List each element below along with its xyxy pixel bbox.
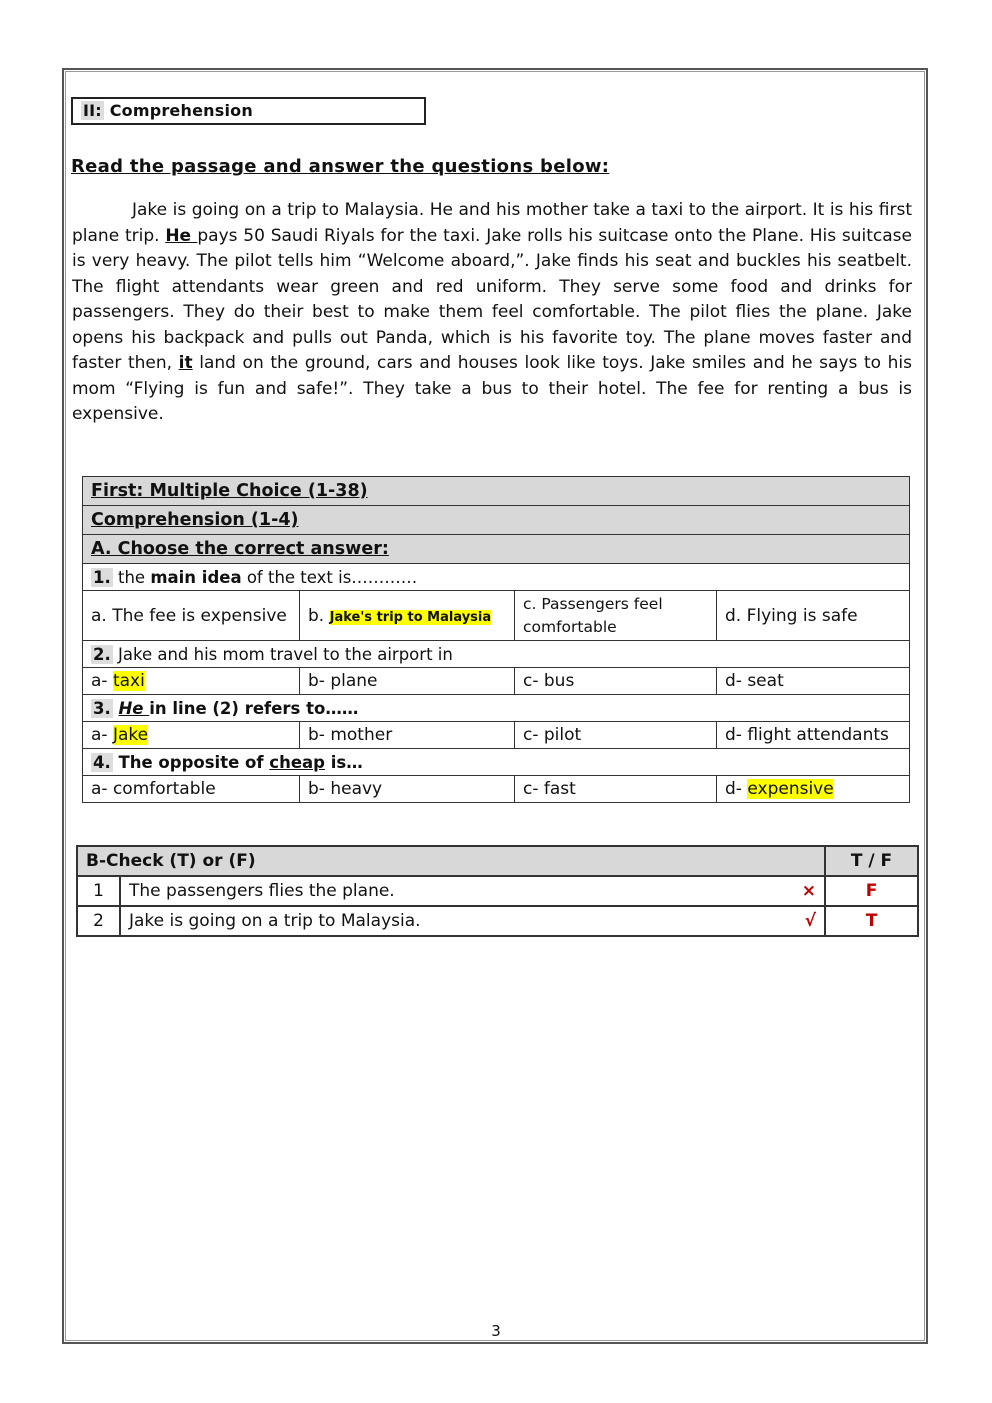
- q2-a-prefix: a-: [91, 671, 113, 691]
- table-row: [77, 876, 918, 906]
- tf-header-col: T / F: [825, 846, 918, 876]
- mc-header-2: Comprehension (1-4): [83, 506, 910, 535]
- table-row: [77, 906, 918, 936]
- passage-part-1: Jake is going on a trip to Malaysia. He and his mother take a taxi to the airport. It is his first plane trip.: [72, 200, 912, 246]
- section-title: Comprehension: [109, 101, 253, 120]
- q4-cheap: cheap: [269, 752, 325, 772]
- q3-option-b: b- mother: [300, 722, 515, 749]
- passage-part-2: pays 50 Saudi Riyals for the taxi. Jake rolls his suitcase onto the Plane. His suitcase is very heavy. The pilot tells him “Welcome aboard,”. Jake finds his seat and buckles his seatbelt. The flight attendants wear green and red uniform. They serve some food and drinks for passengers. They do their best to make them feel comfortable. The pilot flies the plane. Jake opens his backpack and pulls out Panda, which is his favorite toy. The plane moves faster and faster then,: [72, 225, 912, 373]
- tf-statement: [120, 906, 825, 936]
- tf-answer: T: [825, 906, 918, 936]
- question-number: 2.: [93, 644, 111, 664]
- q4-option-d: [717, 776, 910, 803]
- q1-bold: main idea: [150, 567, 242, 587]
- passage-he: He: [165, 225, 198, 246]
- tf-answer: F: [825, 876, 918, 906]
- q1-option-d: d. Flying is safe: [717, 591, 910, 641]
- q3-option-c: c- pilot: [515, 722, 717, 749]
- question-3: [83, 695, 910, 722]
- q3-option-d: d- flight attendants: [717, 722, 910, 749]
- q2-option-b: b- plane: [300, 668, 515, 695]
- q2-option-d: d- seat: [717, 668, 910, 695]
- q3-option-a: [83, 722, 300, 749]
- q2-a-answer: taxi: [112, 671, 145, 691]
- mc-header-3: A. Choose the correct answer:: [83, 535, 910, 564]
- passage-it: it: [178, 353, 193, 373]
- q1-post: of the text is…………: [241, 567, 418, 587]
- q1-b-answer: Jake's trip to Malaysia: [329, 609, 492, 625]
- passage: [72, 198, 912, 428]
- q1-option-b: [300, 591, 515, 641]
- q3-he: He: [118, 698, 150, 718]
- instruction: Read the passage and answer the questions below:: [71, 156, 610, 177]
- tf-row-number: 2: [77, 906, 120, 936]
- q2-option-a: [83, 668, 300, 695]
- q4-d-answer: expensive: [747, 779, 834, 799]
- q1-option-a: a. The fee is expensive: [83, 591, 300, 641]
- q1-pre: the: [112, 567, 151, 587]
- q3-text: in line (2) refers to……: [149, 698, 359, 718]
- q4-option-b: b- heavy: [300, 776, 515, 803]
- mc-header-1: First: Multiple Choice (1-38): [83, 477, 910, 506]
- question-2: [83, 641, 910, 668]
- tf-statement-text: The passengers flies the plane.: [129, 881, 395, 901]
- true-false-table: [76, 845, 919, 937]
- question-number: 4.: [93, 752, 111, 772]
- q4-pre: The opposite of: [112, 752, 270, 772]
- q2-text: Jake and his mom travel to the airport in: [112, 644, 453, 664]
- question-4: [83, 749, 910, 776]
- page-number: 3: [491, 1322, 501, 1340]
- question-1: [83, 564, 910, 591]
- passage-part-3: land on the ground, cars and houses look like toys. Jake smiles and he says to his mom “Flying is fun and safe!”. They take a bus to their hotel. The fee for renting a bus is expensive.: [72, 353, 913, 424]
- q1-b-prefix: b.: [308, 605, 330, 626]
- question-number: 1.: [93, 567, 111, 587]
- q4-option-c: c- fast: [515, 776, 717, 803]
- tf-statement: [120, 876, 825, 906]
- q3-a-answer: Jake: [112, 725, 149, 745]
- q4-option-a: a- comfortable: [83, 776, 300, 803]
- multiple-choice-table: [82, 476, 910, 803]
- q3-a-prefix: a-: [91, 725, 113, 745]
- section-number: II:: [83, 101, 102, 120]
- q2-option-c: c- bus: [515, 668, 717, 695]
- tf-row-number: 1: [77, 876, 120, 906]
- q1-option-c: c. Passengers feel comfortable: [515, 591, 717, 641]
- cross-mark-icon: ×: [801, 881, 816, 901]
- tf-statement-text: Jake is going on a trip to Malaysia.: [129, 911, 421, 931]
- question-number: 3.: [93, 698, 111, 718]
- tf-header: B-Check (T) or (F): [77, 846, 825, 876]
- section-heading: [71, 97, 426, 125]
- q4-post: is…: [324, 752, 363, 772]
- q4-d-prefix: d-: [725, 779, 748, 799]
- check-mark-icon: √: [804, 911, 816, 931]
